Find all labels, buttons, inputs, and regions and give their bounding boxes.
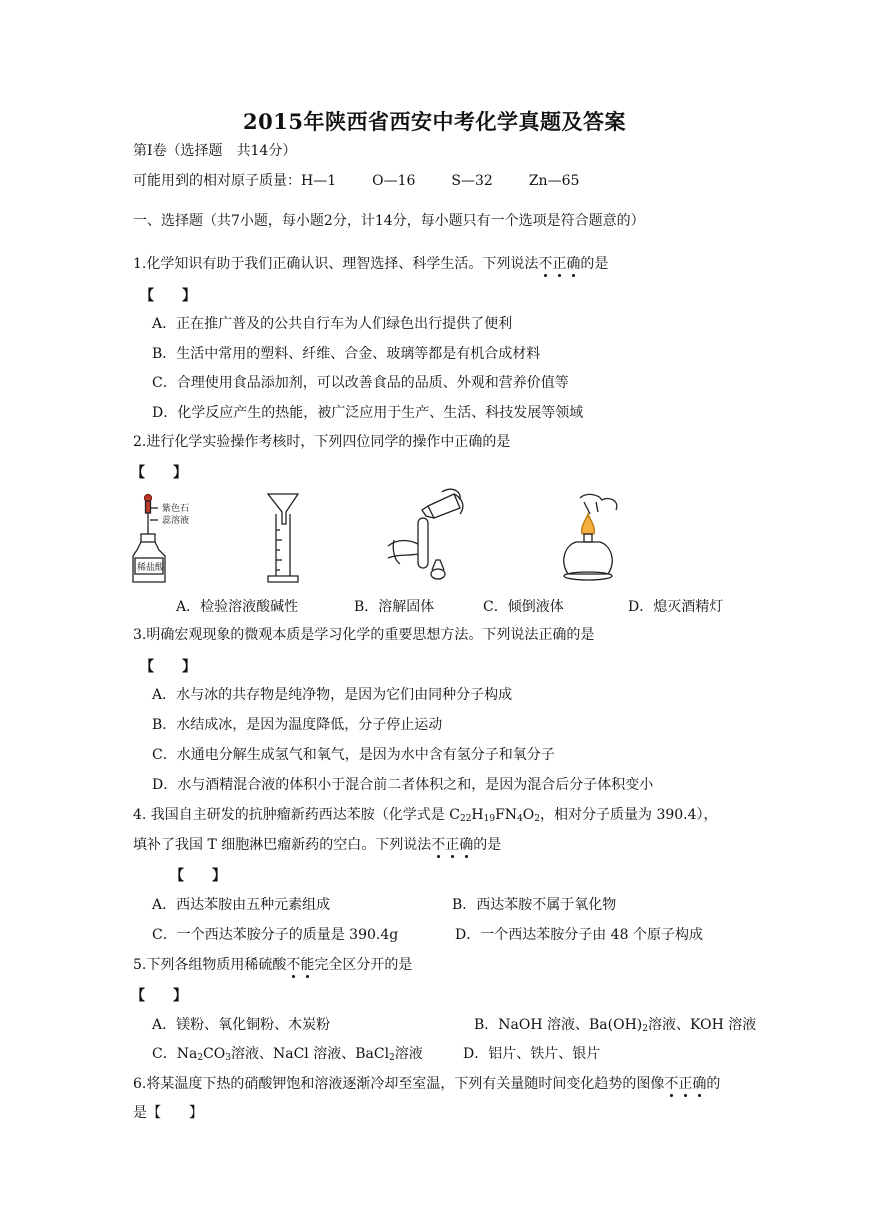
page-title: 2015年陕西省西安中考化学真题及答案 — [243, 109, 626, 134]
atomic-mass-s: S—32 — [451, 173, 493, 189]
q4-option-a: A．西达苯胺由五种元素组成 — [152, 897, 331, 913]
answer-bracket: 【 】 — [131, 465, 187, 481]
q4-option-b: B．西达苯胺不属于氧化物 — [452, 897, 617, 913]
q3-option-d: D．水与酒精混合液的体积小于混合前二者体积之和，是因为混合后分子体积变小 — [152, 777, 654, 793]
question-2-stem: 2.进行化学实验操作考核时，下列四位同学的操作中正确的是 — [133, 434, 511, 450]
emphasis-mark: 确 — [692, 1076, 707, 1092]
q3-option-c: C．水通电分解生成氢气和氧气，是因为水中含有氢分子和氧分子 — [152, 747, 555, 763]
emphasis-mark: 确 — [459, 837, 474, 853]
answer-bracket: 【 】 — [131, 988, 187, 1004]
question-4-stem-line1: 4. 我国自主研发的抗肿瘤新药西达苯胺（化学式是 $C_{22}H_{19}FN_4O_2$，相对分子质量为 390.4）， — [133, 807, 718, 824]
q2-caption-c: C．倾倒液体 — [483, 599, 564, 615]
emphasis-mark: 正 — [678, 1076, 693, 1092]
q3-option-b: B．水结成冰，是因为温度降低，分子停止运动 — [152, 717, 443, 733]
q5-option-d: D．铝片、铁片、银片 — [463, 1046, 601, 1062]
figure-pouring-liquid — [384, 488, 466, 586]
q2-caption-b: B．溶解固体 — [354, 599, 435, 615]
question-3-stem: 3.明确宏观现象的微观本质是学习化学的重要思想方法。下列说法正确的是 — [133, 627, 595, 643]
answer-bracket: 【 】 — [170, 868, 226, 884]
q1-option-c: C．合理使用食品添加剂，可以改善食品的品质、外观和营养价值等 — [152, 375, 569, 391]
bottle-label: 稀盐酸 — [137, 562, 165, 572]
figure-dropper-bottle — [128, 490, 212, 586]
question-5-stem: 5.下列各组物质用稀硫酸不能完全区分开的是 — [133, 957, 413, 973]
part-one-instructions: 一、选择题（共7小题，每小题2分，计14分，每小题只有一个选项是符合题意的） — [133, 213, 645, 229]
q1-option-d: D．化学反应产生的热能，被广泛应用于生产、生活、科技发展等领域 — [152, 405, 584, 421]
question-4-stem-line2: 填补了我国 T 细胞淋巴瘤新药的空白。下列说法不正确的是 — [133, 837, 502, 853]
q3-option-a: A．水与冰的共存物是纯净物，是因为它们由同种分子构成 — [152, 687, 513, 703]
emphasis-mark: 确 — [566, 256, 581, 272]
q1-option-b: B．生活中常用的塑料、纤维、合金、玻璃等都是有机合成材料 — [152, 346, 541, 362]
atomic-mass-h: H—1 — [301, 173, 337, 189]
question-1-stem: 1.化学知识有助于我们正确认识、理智选择、科学生活。下列说法不正确的是 — [133, 256, 609, 272]
emphasis-mark: 正 — [552, 256, 567, 272]
emphasis-mark: 正 — [445, 837, 460, 853]
q4-option-d: D．一个西达苯胺分子由 48 个原子构成 — [455, 927, 703, 943]
figure-alcohol-lamp — [550, 490, 626, 586]
emphasis-mark: 能 — [300, 957, 315, 973]
dropper-label-line2: 蕊溶液 — [162, 515, 190, 525]
question-6-stem-line1: 6.将某温度下热的硝酸钾饱和溶液逐渐冷却至室温，下列有关量随时间变化趋势的图像不正确的 — [133, 1076, 721, 1092]
answer-bracket: 【 】 — [140, 659, 196, 675]
emphasis-mark: 不 — [664, 1076, 679, 1092]
emphasis-mark: 不 — [538, 256, 553, 272]
q5-option-c: C．$Na_2CO_3$溶液、NaCl 溶液、BaCl$_2$溶液 — [152, 1046, 423, 1063]
question-6-stem-line2: 是【 】 — [133, 1105, 203, 1121]
answer-bracket: 【 】 — [140, 288, 196, 304]
figure-cylinder-funnel — [258, 490, 308, 586]
q2-caption-a: A．检验溶液酸碱性 — [176, 599, 299, 615]
emphasis-mark: 不 — [286, 957, 301, 973]
section-header: 第Ⅰ卷（选择题 共14分） — [133, 143, 297, 159]
atomic-mass-zn: Zn—65 — [528, 173, 580, 189]
atomic-mass-prefix: 可能用到的相对原子质量： — [133, 173, 301, 189]
q5-option-a: A．镁粉、氧化铜粉、木炭粉 — [152, 1017, 331, 1033]
emphasis-mark: 不 — [431, 837, 446, 853]
dropper-label-line1: 紫色石 — [162, 503, 190, 513]
q5-option-b: B．NaOH 溶液、$Ba(OH)_2$溶液、KOH 溶液 — [474, 1017, 757, 1034]
atomic-mass-o: O—16 — [372, 173, 416, 189]
q1-option-a: A．正在推广普及的公共自行车为人们绿色出行提供了便利 — [152, 316, 513, 332]
atomic-mass-line — [133, 172, 579, 190]
q2-caption-d: D．熄灭酒精灯 — [628, 599, 724, 615]
q4-option-c: C．一个西达苯胺分子的质量是 390.4g — [152, 927, 399, 943]
